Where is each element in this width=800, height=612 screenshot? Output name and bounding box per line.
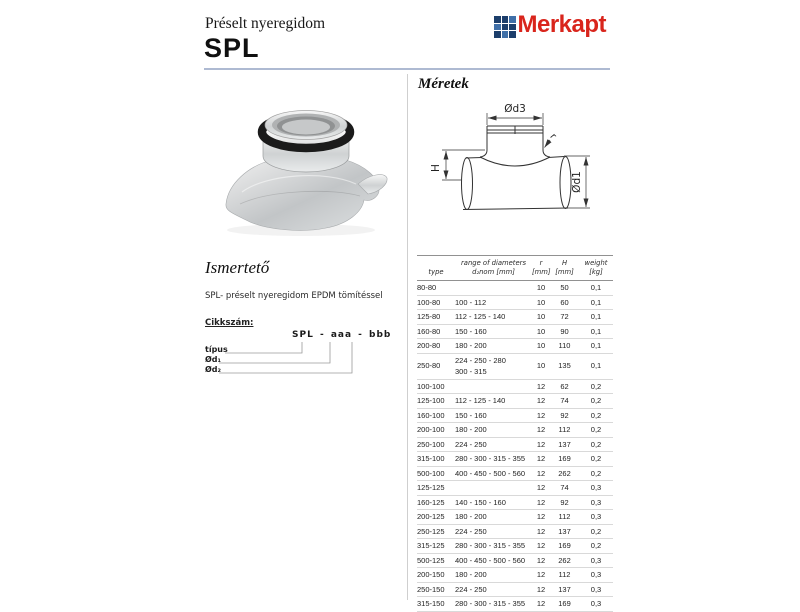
- cell-r: 12: [536, 599, 546, 608]
- cell-h: 112: [558, 425, 571, 434]
- cell-h: 169: [558, 599, 571, 608]
- cell-r: 12: [536, 497, 546, 507]
- cell-range: [455, 281, 532, 296]
- table-row: [417, 339, 613, 354]
- cell-r: 12: [536, 555, 546, 565]
- table-row: [417, 324, 613, 339]
- cell-type: 250-80: [417, 361, 441, 371]
- cell-weight: 0,3: [590, 555, 602, 565]
- cell-weight: 0,2: [590, 439, 602, 449]
- cell-type: 160-100: [417, 410, 445, 420]
- table-row: [417, 379, 613, 394]
- cell-type: 200-100: [417, 425, 445, 434]
- cell-weight: 0,2: [590, 425, 602, 434]
- meretek-heading: Méretek: [418, 76, 469, 92]
- code-label-d2: Ød₂: [205, 365, 222, 374]
- table-row: [417, 553, 613, 568]
- cell-type: 125-80: [417, 312, 441, 321]
- cell-range: [455, 379, 532, 394]
- cell-weight: 0,3: [590, 483, 602, 492]
- cell-h: 262: [558, 468, 571, 478]
- cell-weight: 0,1: [590, 326, 602, 336]
- code-label-tipus: típus: [205, 345, 228, 354]
- cell-h: 137: [558, 526, 571, 536]
- cell-r: 10: [536, 283, 546, 292]
- product-description: SPL- préselt nyeregidom EPDM tömítéssel: [205, 291, 383, 301]
- cell-range: 224 - 250: [455, 439, 487, 449]
- cell-type: 200-125: [417, 512, 445, 521]
- cell-h: 169: [558, 541, 571, 550]
- cell-type: 315-150: [417, 599, 445, 608]
- cell-type: 200-150: [417, 570, 445, 579]
- table-row: [417, 539, 613, 554]
- cell-h: 112: [558, 570, 571, 579]
- cell-h: 112: [558, 512, 571, 521]
- cell-type: 250-100: [417, 439, 445, 449]
- col-header-type: type: [428, 268, 444, 276]
- cell-weight: 0,2: [590, 468, 602, 478]
- cell-type: 250-150: [417, 584, 445, 594]
- table-row: [417, 524, 613, 539]
- cell-range: 280 - 300 - 315 - 355: [455, 599, 526, 608]
- cell-h: 169: [558, 454, 571, 463]
- cell-h: 74: [560, 396, 569, 405]
- cell-type: 160-80: [417, 326, 441, 336]
- cell-weight: 0,2: [590, 410, 602, 420]
- cell-weight: 0,3: [590, 570, 602, 579]
- cell-h: 60: [560, 297, 569, 307]
- dimension-table: [417, 255, 613, 612]
- logo-wordmark: Merkapt: [517, 11, 607, 38]
- cell-r: 12: [536, 526, 546, 536]
- cell-weight: 0,3: [590, 599, 602, 608]
- cell-weight: 0,3: [590, 497, 602, 507]
- cell-range: 180 - 200: [455, 570, 487, 579]
- cell-weight: 0,1: [590, 283, 602, 292]
- cell-h: 137: [558, 584, 571, 594]
- cell-type: 315-125: [417, 541, 445, 550]
- cell-range: 180 - 200: [455, 512, 487, 521]
- cell-r: 12: [536, 468, 546, 478]
- product-subtitle: Préselt nyeregidom: [205, 15, 326, 32]
- cell-type: 315-100: [417, 454, 445, 463]
- col-header-range: range of diameters d₂nom [mm]: [461, 259, 526, 276]
- cell-range: 224 - 250 - 280 300 - 315: [455, 355, 506, 376]
- col-header-r: r [mm]: [532, 259, 551, 276]
- cell-r: 12: [536, 483, 546, 492]
- table-row: [417, 408, 613, 423]
- table-row: [417, 466, 613, 481]
- cell-type: 100-80: [417, 297, 441, 307]
- article-code: SPL - aaa - bbb: [292, 330, 392, 340]
- cell-r: 10: [536, 326, 546, 336]
- cell-type: 200-80: [417, 341, 441, 350]
- drawing-label-r: r: [547, 131, 559, 142]
- cell-r: 12: [536, 512, 546, 521]
- table-row: [417, 481, 613, 496]
- cell-h: 62: [560, 381, 569, 391]
- cell-h: 110: [558, 341, 571, 350]
- cell-type: 125-100: [417, 396, 445, 405]
- cell-range: 150 - 160: [455, 410, 487, 420]
- cell-type: 80-80: [417, 283, 437, 292]
- cell-range: 400 - 450 - 500 - 560: [455, 468, 526, 478]
- table-row: [417, 437, 613, 452]
- cell-range: 180 - 200: [455, 341, 487, 350]
- cell-r: 12: [536, 584, 546, 594]
- cell-r: 12: [536, 570, 546, 579]
- cell-range: 112 - 125 - 140: [455, 396, 506, 405]
- cell-range: [455, 481, 532, 496]
- cell-r: 10: [536, 341, 546, 350]
- cell-weight: 0,1: [590, 297, 602, 307]
- cell-range: 280 - 300 - 315 - 355: [455, 541, 526, 550]
- code-label-d1: Ød₁: [205, 355, 222, 364]
- cell-weight: 0,1: [590, 312, 602, 321]
- table-row: [417, 510, 613, 525]
- cell-weight: 0,2: [590, 526, 602, 536]
- table-header-row: [417, 256, 613, 281]
- table-row: [417, 295, 613, 310]
- cell-weight: 0,2: [590, 396, 602, 405]
- cell-type: 500-125: [417, 555, 445, 565]
- dimension-drawing: [430, 98, 612, 242]
- cell-range: 224 - 250: [455, 526, 487, 536]
- cell-range: 400 - 450 - 500 - 560: [455, 555, 526, 565]
- table-row: [417, 394, 613, 409]
- table-row: [417, 353, 613, 379]
- cell-type: 125-125: [417, 483, 445, 492]
- table-row: [417, 310, 613, 325]
- cell-h: 92: [560, 410, 569, 420]
- drawing-label-d1: Ød1: [571, 171, 583, 193]
- merkapt-logo: [494, 13, 606, 38]
- cell-type: 160-125: [417, 497, 445, 507]
- cell-h: 262: [558, 555, 571, 565]
- header-rule: [204, 68, 610, 70]
- cell-weight: 0,3: [590, 584, 602, 594]
- cell-h: 90: [560, 326, 569, 336]
- cell-weight: 0,2: [590, 381, 602, 391]
- cell-r: 12: [536, 396, 546, 405]
- cell-r: 12: [536, 541, 546, 550]
- col-header-weight: weight [kg]: [584, 259, 608, 276]
- code-connector-lines: [200, 315, 410, 390]
- table-row: [417, 452, 613, 467]
- cell-range: 140 - 150 - 160: [455, 497, 506, 507]
- cell-type: 250-125: [417, 526, 445, 536]
- table-row: [417, 597, 613, 612]
- cell-h: 135: [558, 361, 571, 371]
- cell-h: 137: [558, 439, 571, 449]
- cell-range: 180 - 200: [455, 425, 487, 434]
- cell-weight: 0,1: [590, 341, 602, 350]
- table-row: [417, 568, 613, 583]
- cell-r: 12: [536, 439, 546, 449]
- cell-r: 10: [536, 297, 546, 307]
- cell-type: 100-100: [417, 381, 445, 391]
- cell-h: 74: [560, 483, 569, 492]
- cell-range: 150 - 160: [455, 326, 487, 336]
- table-row: [417, 423, 613, 438]
- cell-h: 92: [560, 497, 569, 507]
- logo-grid-icon: [494, 16, 516, 38]
- cell-weight: 0,3: [590, 512, 602, 521]
- cell-range: 100 - 112: [455, 297, 487, 307]
- table-row: [417, 281, 613, 296]
- drawing-label-d3: Ød3: [504, 103, 526, 115]
- cell-r: 12: [536, 454, 546, 463]
- cell-h: 50: [560, 283, 569, 292]
- table-row: [417, 582, 613, 597]
- table-row: [417, 495, 613, 510]
- cell-r: 12: [536, 410, 546, 420]
- cell-weight: 0,2: [590, 541, 602, 550]
- cell-weight: 0,1: [590, 361, 602, 371]
- cell-type: 500-100: [417, 468, 445, 478]
- col-header-h: H [mm]: [555, 259, 574, 276]
- cell-r: 12: [536, 381, 546, 391]
- cell-weight: 0,2: [590, 454, 602, 463]
- cikkszam-label: Cikkszám:: [205, 318, 254, 328]
- cell-range: 112 - 125 - 140: [455, 312, 506, 321]
- product-title: SPL: [204, 33, 260, 63]
- cell-r: 12: [536, 425, 546, 434]
- cell-r: 10: [536, 361, 546, 371]
- product-photo: [206, 92, 392, 240]
- cell-range: 280 - 300 - 315 - 355: [455, 454, 526, 463]
- cell-h: 72: [560, 312, 569, 321]
- cell-r: 10: [536, 312, 546, 321]
- cell-range: 224 - 250: [455, 584, 487, 594]
- ismerteto-heading: Ismertető: [205, 258, 270, 277]
- drawing-label-h: H: [430, 164, 442, 172]
